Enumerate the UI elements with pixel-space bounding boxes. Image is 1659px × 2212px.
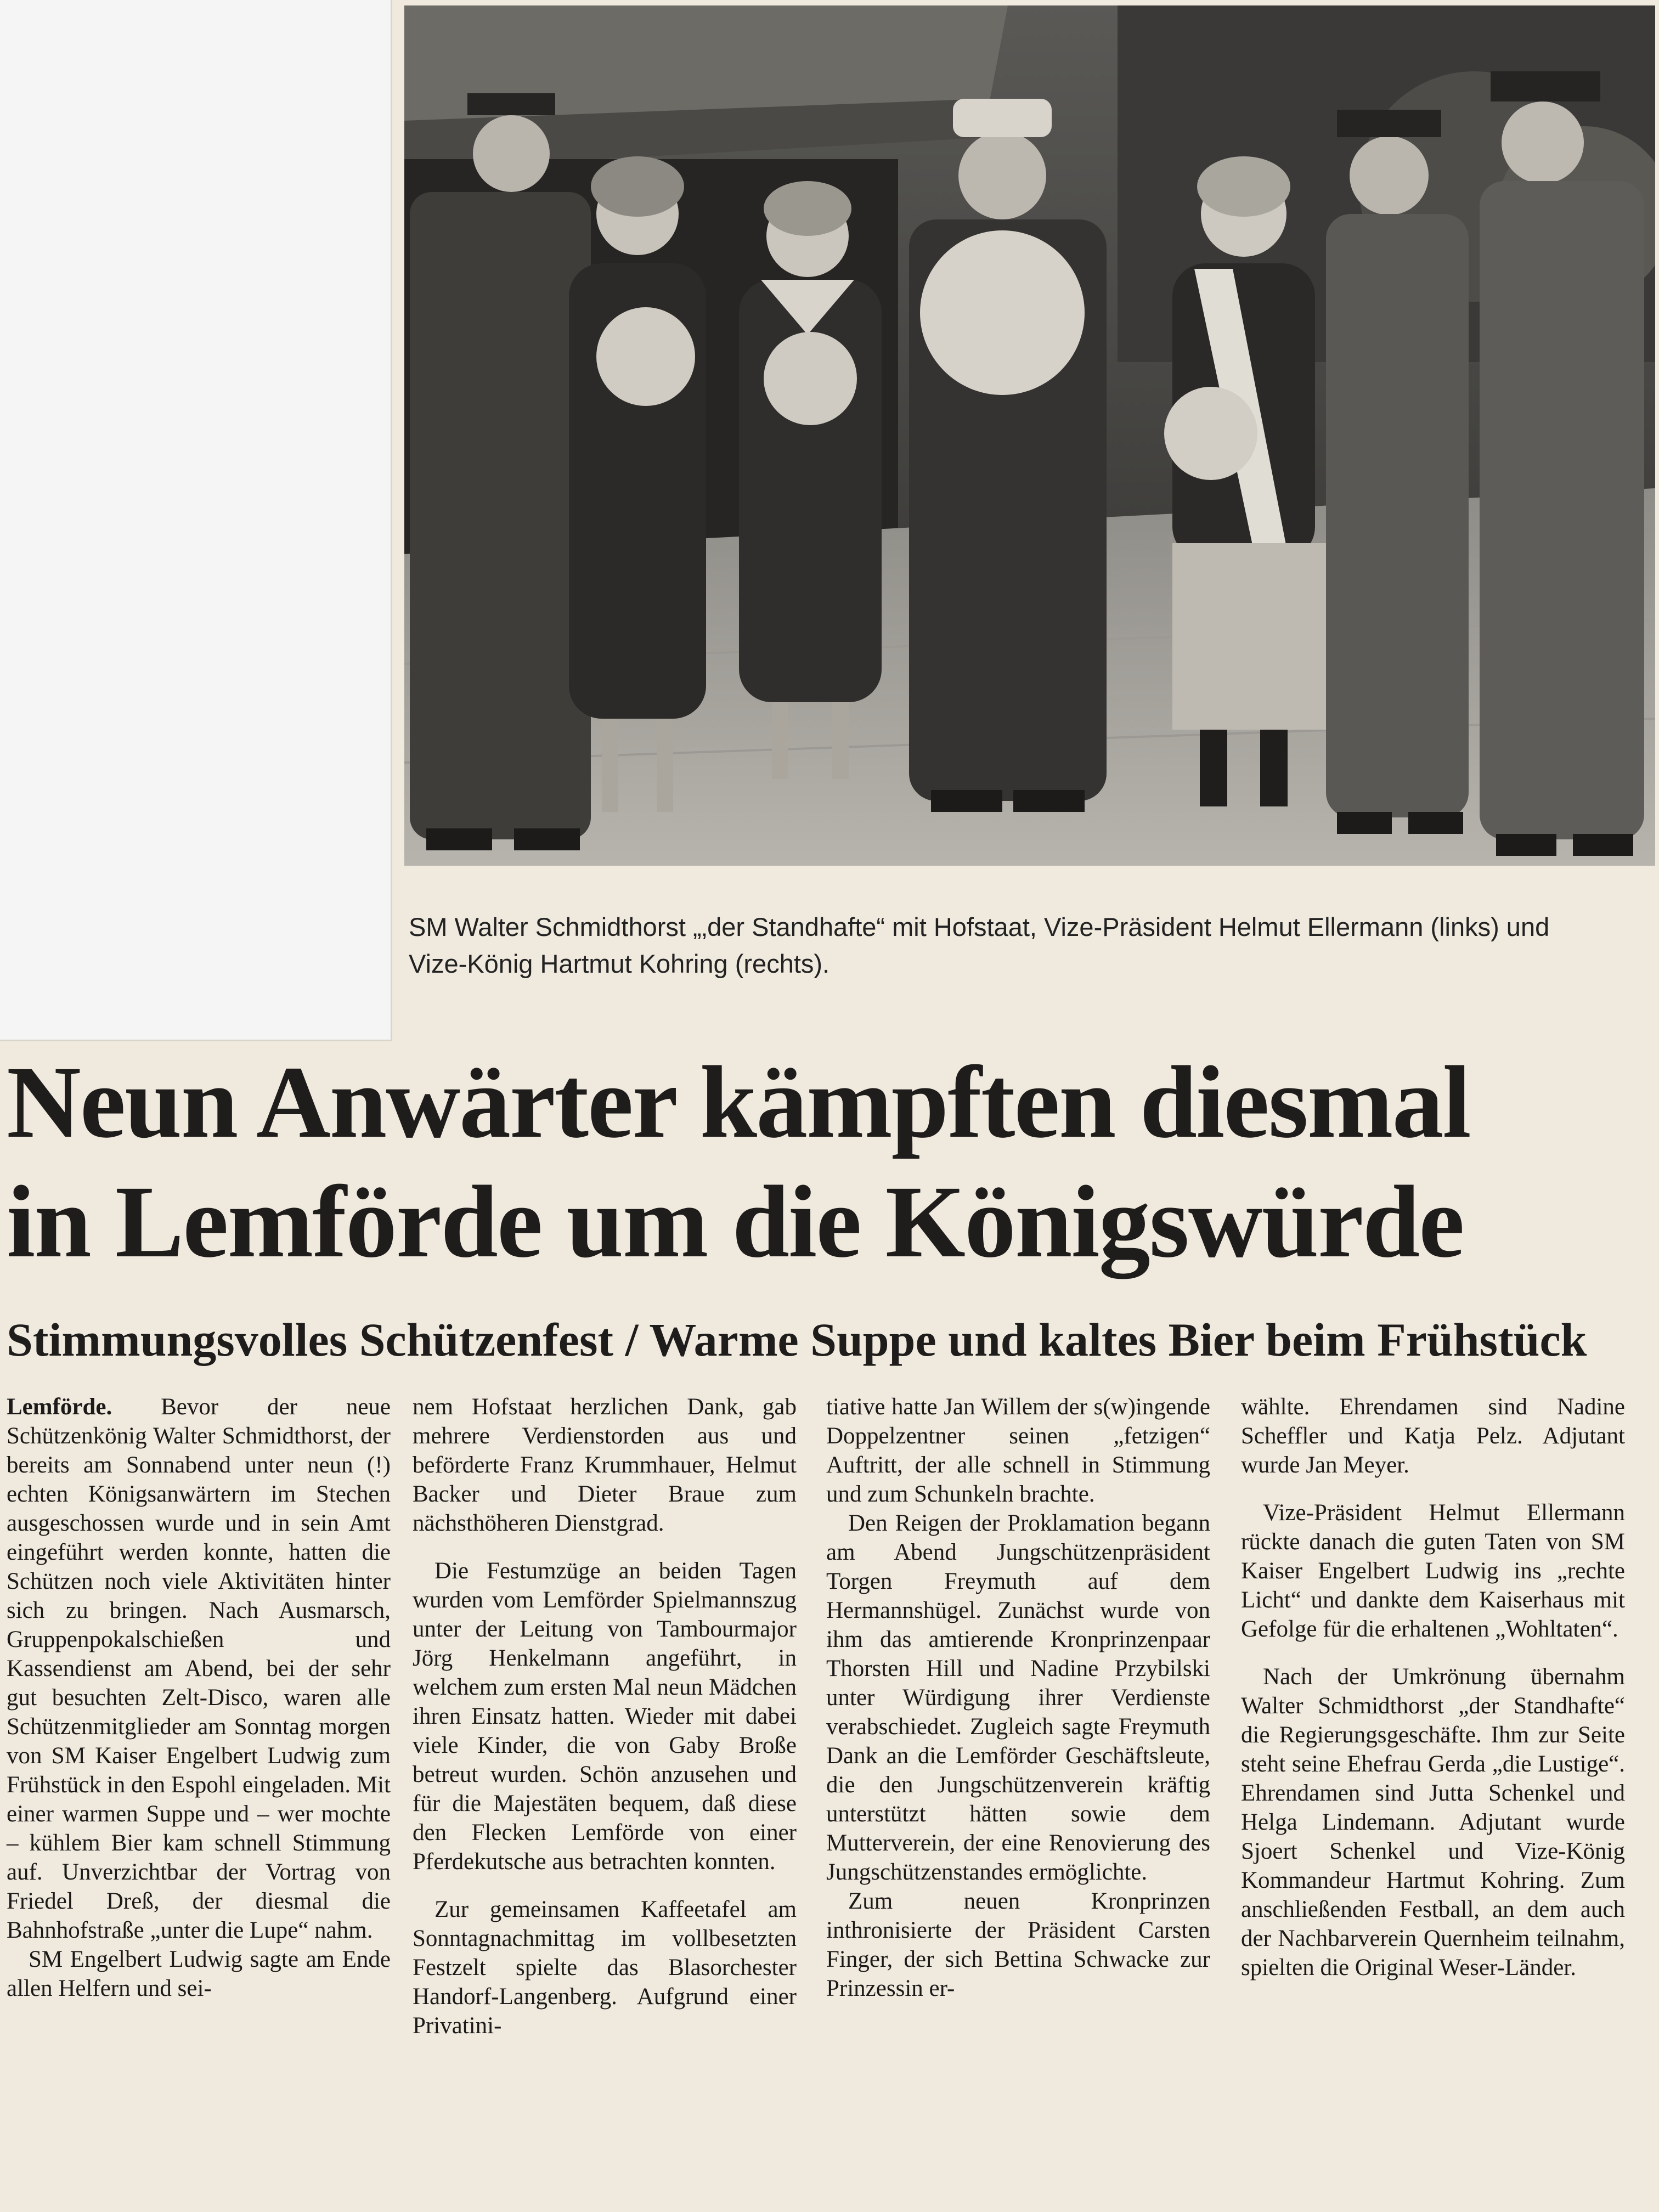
article-column-1 <box>7 1392 391 2003</box>
group-photo <box>404 5 1655 866</box>
blank-paper-card <box>0 0 392 1041</box>
article-paragraph: Nach der Umkrönung übernahm Walter Schmidthorst „der Standhafte“ die Regierungsgeschäfte. Ihm zur Seite steht seine Ehefrau Gerda „die Lustige“. Ehrendamen sind Jutta Schenkel und Helga Lindemann. Adjutant wurde Sjoert Schenkel und Vize-König Kommandeur Hartmut Kohring. Zum anschließenden Festball, an dem auch der Nachbarverein Quernheim teilnahm, spielten die Original Weser-Länder. <box>1241 1664 1625 1980</box>
article-paragraph: Zur gemeinsamen Kaffeetafel am Sonntagnachmittag im vollbesetzten Festzelt spielte das Blasorchester Handorf-Langenberg. Aufgrund einer Privatini- <box>413 1897 797 2039</box>
headline-line-2: in Lemförde um die Königswürde <box>7 1164 1464 1279</box>
article-paragraph: wählte. Ehrendamen sind Nadine Scheffler und Katja Pelz. Adjutant wurde Jan Meyer. <box>1241 1394 1625 1478</box>
dateline: Lemförde. <box>7 1394 112 1420</box>
article-column-4 <box>1241 1392 1625 1982</box>
person-1 <box>410 93 591 850</box>
person-6 <box>1326 110 1469 834</box>
article-paragraph: Vize-Präsident Helmut Ellermann rückte danach die guten Taten von SM Kaiser Engelbert Ludwig ins „rechte Licht“ und dankte dem Kaiserhaus mit Gefolge für die erhaltenen „Wohltaten“. <box>1241 1500 1625 1642</box>
caption-line-2: Vize-König Hartmut Kohring (rechts). <box>409 949 830 978</box>
article-paragraph: nem Hofstaat herzlichen Dank, gab mehrere Verdienstorden aus und beförderte Franz Krummhauer, Helmut Backer und Dieter Braue zum nächsthöheren Dienstgrad. <box>413 1394 797 1536</box>
person-7 <box>1480 71 1644 856</box>
photo-caption <box>409 909 1654 982</box>
paragraph-text: Bevor der neue Schützenkönig Walter Schmidthorst, der bereits am Sonnabend unter neun (!) echten Königsanwärtern im Stechen ausgeschossen wurde und in sein Amt eingeführt werden konnte, hatten die Schützen noch viele Aktivitäten hinter sich zu bringen. Nach Ausmarsch, Gruppenpokalschießen und Kassendienst am Abend, bei der sehr gut besuchten Zelt-Disco, waren alle Schützenmitglieder am Sonntag morgen von SM Kaiser Engelbert Ludwig zum Frühstück in den Espohl eingeladen. Mit einer warmen Suppe und – wer mochte – kühlem Bier kam schnell Stimmung auf. Unverzichtbar der Vortrag von Friedel Dreß, der diesmal die Bahnhofstraße „unter die Lupe“ nahm. <box>7 1394 391 1943</box>
article-column-3 <box>826 1392 1210 2003</box>
photo-illustration <box>404 5 1655 866</box>
article-column-2 <box>413 1392 797 2040</box>
article-paragraph <box>7 1392 391 1945</box>
caption-line-1: SM Walter Schmidthorst „‚der Standhafte“ mit Hofstaat, Vize-Präsident Helmut Ellermann (links) und <box>409 912 1550 941</box>
headline-line-1: Neun Anwärter kämpften diesmal <box>7 1045 1470 1159</box>
article-paragraph: SM Engelbert Ludwig sagte am Ende allen Helfern und sei- <box>7 1946 391 2001</box>
article-paragraph: tiative hatte Jan Willem der s(w)ingende Doppelzentner seinen „fetzigen“ Auftritt, der alle schnell in Stimmung und zum Schunkeln brachte. <box>826 1394 1210 1507</box>
headline <box>7 1042 1652 1282</box>
article-paragraph: Die Festumzüge an beiden Tagen wurden vom Lemförder Spielmannszug unter der Leitung von Tambourmajor Jörg Henkelmann angeführt, in welchem zum ersten Mal neun Mädchen ihren Einsatz hatten. Wieder mit dabei viele Kinder, die von Gaby Broße betreut wurden. Schön anzusehen und für die Majestäten bequem, daß diese den Flecken Lemförde von einer Pferdekutsche aus betrachten konnten. <box>413 1558 797 1875</box>
subheadline: Stimmungsvolles Schützenfest / Warme Suppe und kaltes Bier beim Frühstück <box>7 1313 1587 1366</box>
article-paragraph: Den Reigen der Proklamation begann am Abend Jungschützenpräsident Torgen Freymuth auf dem Hermannshügel. Zunächst wurde von ihm das amtierende Kronprinzenpaar Thorsten Hill und Nadine Przybilski unter Würdigung ihrer Verdienste verabschiedet. Zugleich sagte Freymuth Dank an die Lemförder Geschäftsleute, die den Jungschützenverein kräftig unterstützt hätten sowie dem Mutterverein, der eine Renovierung des Jungschützenstandes ermöglichte. <box>826 1510 1210 1885</box>
article-paragraph: Zum neuen Kronprinzen inthronisierte der Präsident Carsten Finger, der sich Bettina Schwacke zur Prinzessin er- <box>826 1888 1210 2001</box>
